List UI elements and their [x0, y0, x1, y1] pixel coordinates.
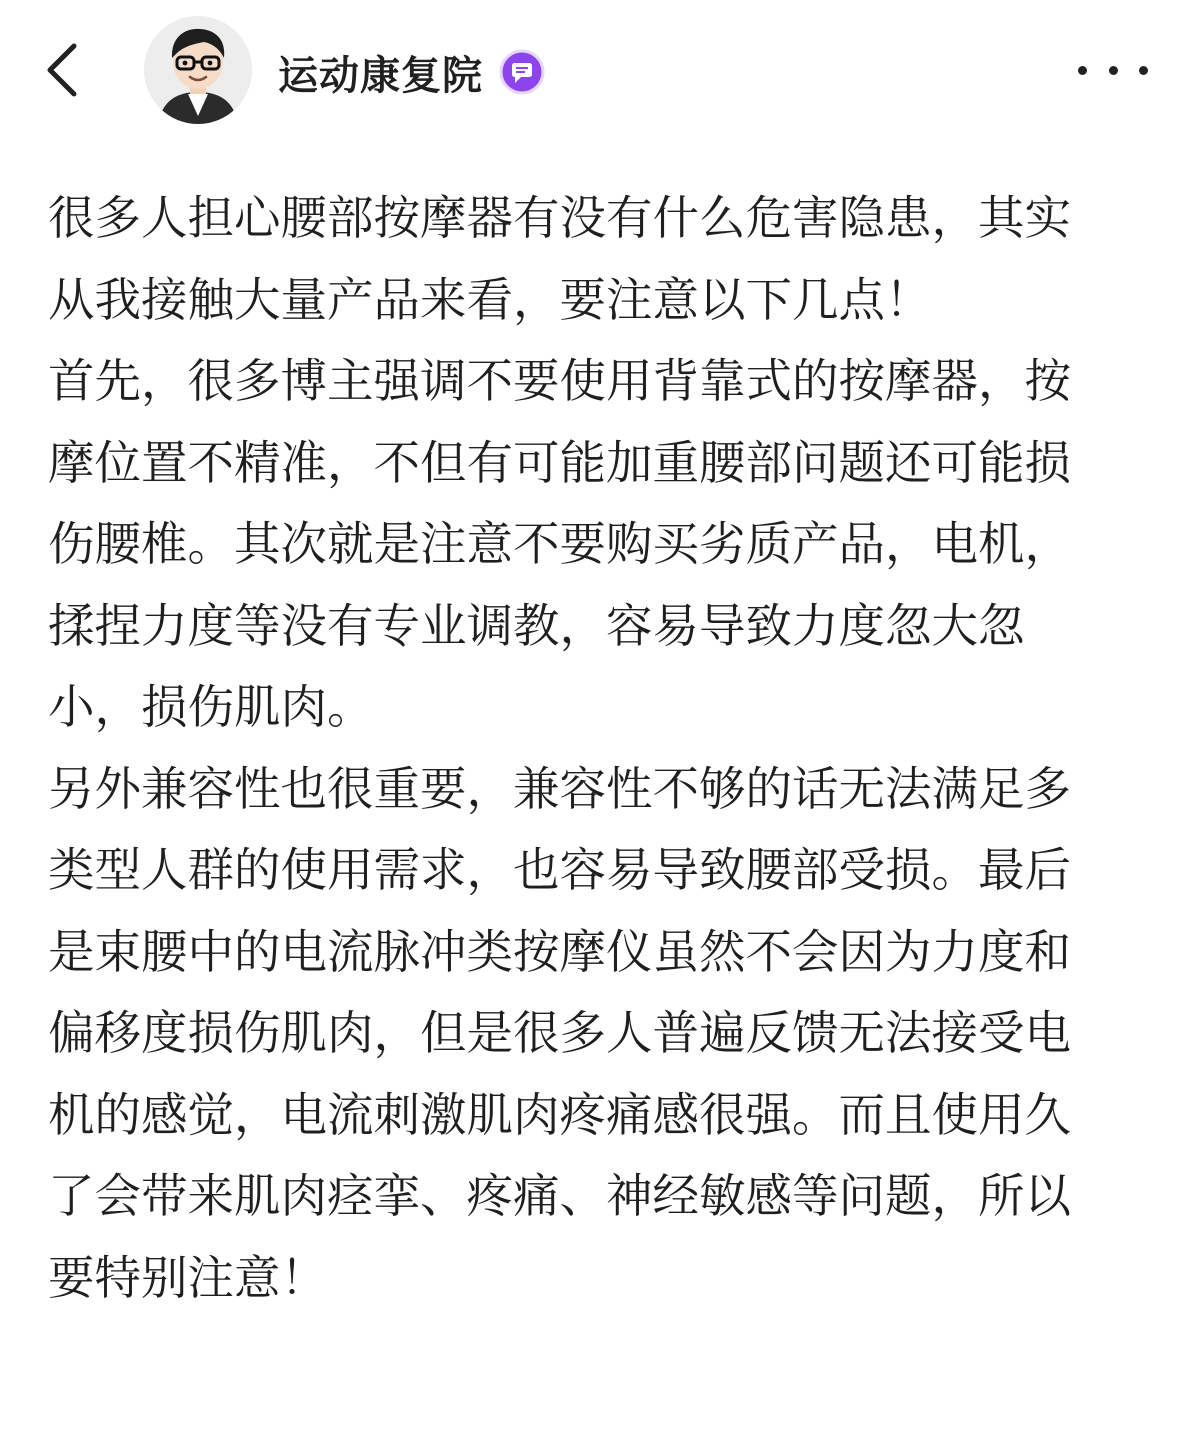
avatar-cartoon-man — [144, 16, 252, 124]
author-link[interactable] — [278, 44, 545, 100]
more-dots-icon — [1109, 66, 1118, 75]
post-paragraph: 首先，很多博主强调不要使用背靠式的按摩器，按摩位置不精准，不但有可能加重腰部问题还可能损伤腰椎。其次就是注意不要购买劣质产品，电机，揉捏力度等没有专业调教，容易导致力度忽大忽小，损伤肌肉。 — [48, 354, 1071, 734]
chat-badge-icon — [499, 49, 545, 95]
post-header — [0, 0, 1179, 140]
avatar[interactable] — [144, 16, 252, 124]
post-body — [48, 178, 1088, 1319]
back-button[interactable] — [36, 36, 92, 104]
more-options-button[interactable] — [1078, 50, 1148, 90]
post-paragraph: 另外兼容性也很重要，兼容性不够的话无法满足多类型人群的使用需求，也容易导致腰部受损。最后是束腰中的电流脉冲类按摩仪虽然不会因为力度和偏移度损伤肌肉，但是很多人普遍反馈无法接受电机的感觉，电流刺激肌肉疼痛感很强。而且使用久了会带来肌肉痉挛、疼痛、神经敏感等问题，所以要特别注意！ — [48, 761, 1071, 1305]
post-paragraph: 很多人担心腰部按摩器有没有什么危害隐患，其实从我接触大量产品来看，要注意以下几点！ — [48, 191, 1071, 327]
more-dots-icon — [1078, 66, 1087, 75]
chevron-left-icon — [36, 36, 92, 104]
author-name: 运动康复院 — [278, 52, 483, 99]
more-dots-icon — [1139, 66, 1148, 75]
